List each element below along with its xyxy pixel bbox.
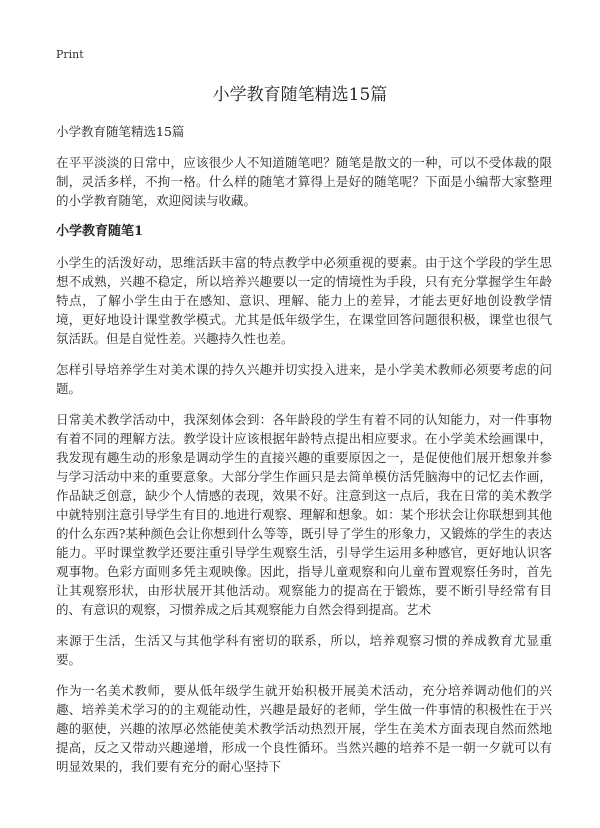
body-paragraph: 作为一名美术教师，要从低年级学生就开始积极开展美术活动，充分培养调动他们的兴趣、培养美术学习的的主观能动性，兴趣是最好的老师，学生做一件事情的积极性在于兴趣的驱使，兴趣的浓厚必然能使美术教学活动热烈开展，学生在美术方面表现自然而然地提高，反之又带动兴趣递增，形成一个良性循环。当然兴趣的培养不是一朝一夕就可以有明显效果的，我们要有充分的耐心坚持下 <box>56 683 552 774</box>
body-paragraph: 来源于生活，生活又与其他学科有密切的联系，所以，培养观察习惯的养成教育尤显重要。 <box>56 633 552 667</box>
print-link[interactable]: Print <box>56 48 84 61</box>
document-body <box>56 122 552 788</box>
body-paragraph: 小学生的活泼好动，思维活跃丰富的特点教学中必须重视的要素。由于这个学段的学生思想不成熟，兴趣不稳定，所以培养兴趣要以一定的情境性为手段，只有充分掌握学生年龄特点，了解小学生由于在感知、意识、理解、能力上的差异，才能去更好地创设教学情境，更好地设计课堂教学模式。尤其是低年级学生，在课堂回答问题很积极，课堂也很气氛活跃。但是自觉性差。兴趣持久性也差。 <box>56 255 552 346</box>
intro-paragraph: 在平平淡淡的日常中，应该很少人不知道随笔吧？随笔是散文的一种，可以不受体裁的限制，灵活多样，不拘一格。什么样的随笔才算得上是好的随笔呢？下面是小编帮大家整理的小学教育随笔，欢迎阅读与收藏。 <box>56 155 552 208</box>
document-subtitle: 小学教育随笔精选15篇 <box>56 124 185 139</box>
body-paragraph: 怎样引导培养学生对美术课的持久兴趣并切实投入进来，是小学美术教师必须要考虑的问题。 <box>56 362 552 396</box>
section-heading: 小学教育随笔1 <box>56 224 144 239</box>
page-title: 小学教育随笔精选15篇 <box>212 85 388 105</box>
body-paragraph: 日常美术教学活动中，我深刻体会到：各年龄段的学生有着不同的认知能力，对一件事物有着不同的理解方法。教学设计应该根据年龄特点提出相应要求。在小学美术绘画课中，我发现有趣生动的形象是调动学生的直接兴趣的重要原因之一，是促使他们展开想象并参与学习活动中来的重要意象。大部分学生作画只是去简单模仿活凭脑海中的记忆去作画，作品缺乏创意，缺少个人情感的表现，效果不好。注意到这一点后，我在日常的美术教学中就特别注意引导学生有目的.地进行观察、理解和想象。如：某个形状会让你联想到其他的什么东西?某种颜色会让你想到什么等等，既引导了学生的形象力，又锻炼的学生的表达能力。平时课堂教学还要注重引导学生观察生活，引导学生运用多种感官，更好地认识客观事物。色彩方面则多凭主观映像。因此，指导儿童观察和向儿童布置观察任务时，首先让其观察形状，由形状展开其他活动。观察能力的提高在于锻炼，要不断引导经常有目的、有意识的观察，习惯养成之后其观察能力自然会得到提高。艺术 <box>56 412 552 617</box>
